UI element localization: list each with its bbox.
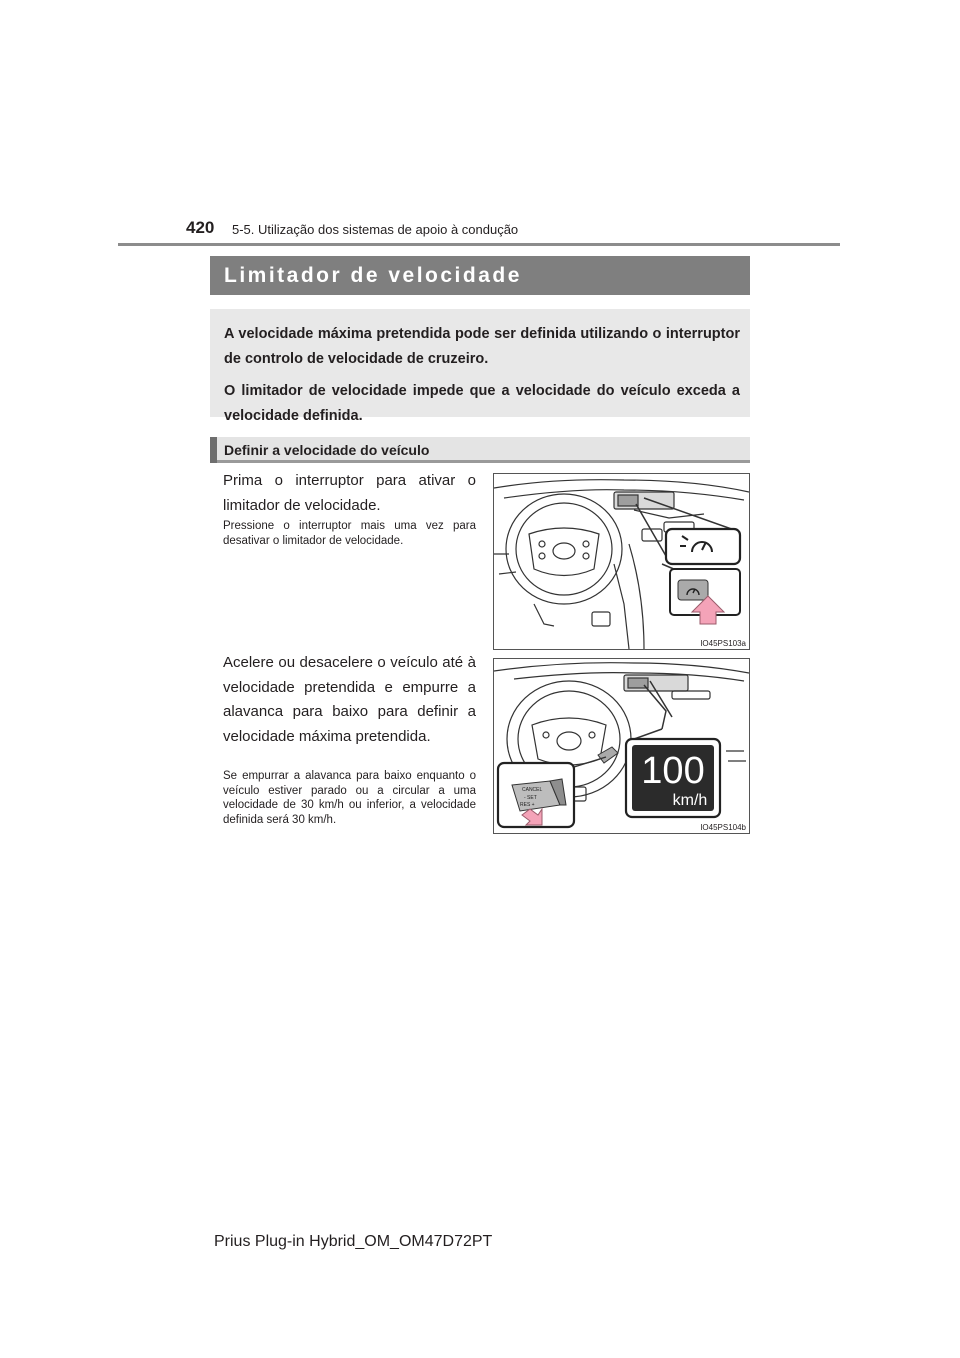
page-number: 420: [186, 218, 215, 237]
figure-set-speed: [493, 658, 750, 834]
header-divider: [118, 243, 840, 246]
step-2-text: Acelere ou desacelere o veículo até à velocidade pretendida e empurre a alavanca para baixo para definir a velocidade máxima pretendida.: [223, 654, 476, 745]
figure-code: IO45PS104b: [700, 823, 746, 832]
step-1-text: Prima o interruptor para ativar o limitador de velocidade.: [223, 472, 476, 514]
page-title: Limitador de velocidade: [210, 256, 750, 295]
lever-label-set: - SET: [524, 795, 537, 801]
subheading-marker: [210, 437, 217, 463]
section-title: 5-5. Utilização dos sistemas de apoio à condução: [232, 222, 519, 237]
figure-code: IO45PS103a: [700, 639, 746, 648]
display-speed-value: 100: [641, 750, 705, 792]
footer-document-id: Prius Plug-in Hybrid_OM_OM47D72PT: [214, 1233, 493, 1250]
dashboard-illustration-2: [494, 659, 749, 833]
display-speed-unit: km/h: [672, 792, 708, 809]
figure-activate-switch: [493, 473, 750, 650]
lever-label-cancel: CANCEL: [522, 787, 543, 793]
subheading: Definir a velocidade do veículo: [224, 442, 430, 458]
lever-label-resume: RES +: [520, 802, 535, 808]
intro-paragraph-2: O limitador de velocidade impede que a velocidade do veículo exceda a velocidade definida.: [224, 383, 740, 424]
intro-paragraph-1: A velocidade máxima pretendida pode ser definida utilizando o interruptor de controlo de velocidade de cruzeiro.: [224, 326, 740, 367]
intro-box: [210, 309, 750, 424]
step-2-note: Se empurrar a alavanca para baixo enquanto o veículo estiver parado ou a circular a uma velocidade de 30 km/h ou inferior, a velocidade definida será 30 km/h.: [223, 770, 476, 826]
step-1-note: Pressione o interruptor mais uma vez para desativar o limitador de velocidade.: [223, 520, 476, 547]
dashboard-illustration-1: [494, 474, 749, 649]
